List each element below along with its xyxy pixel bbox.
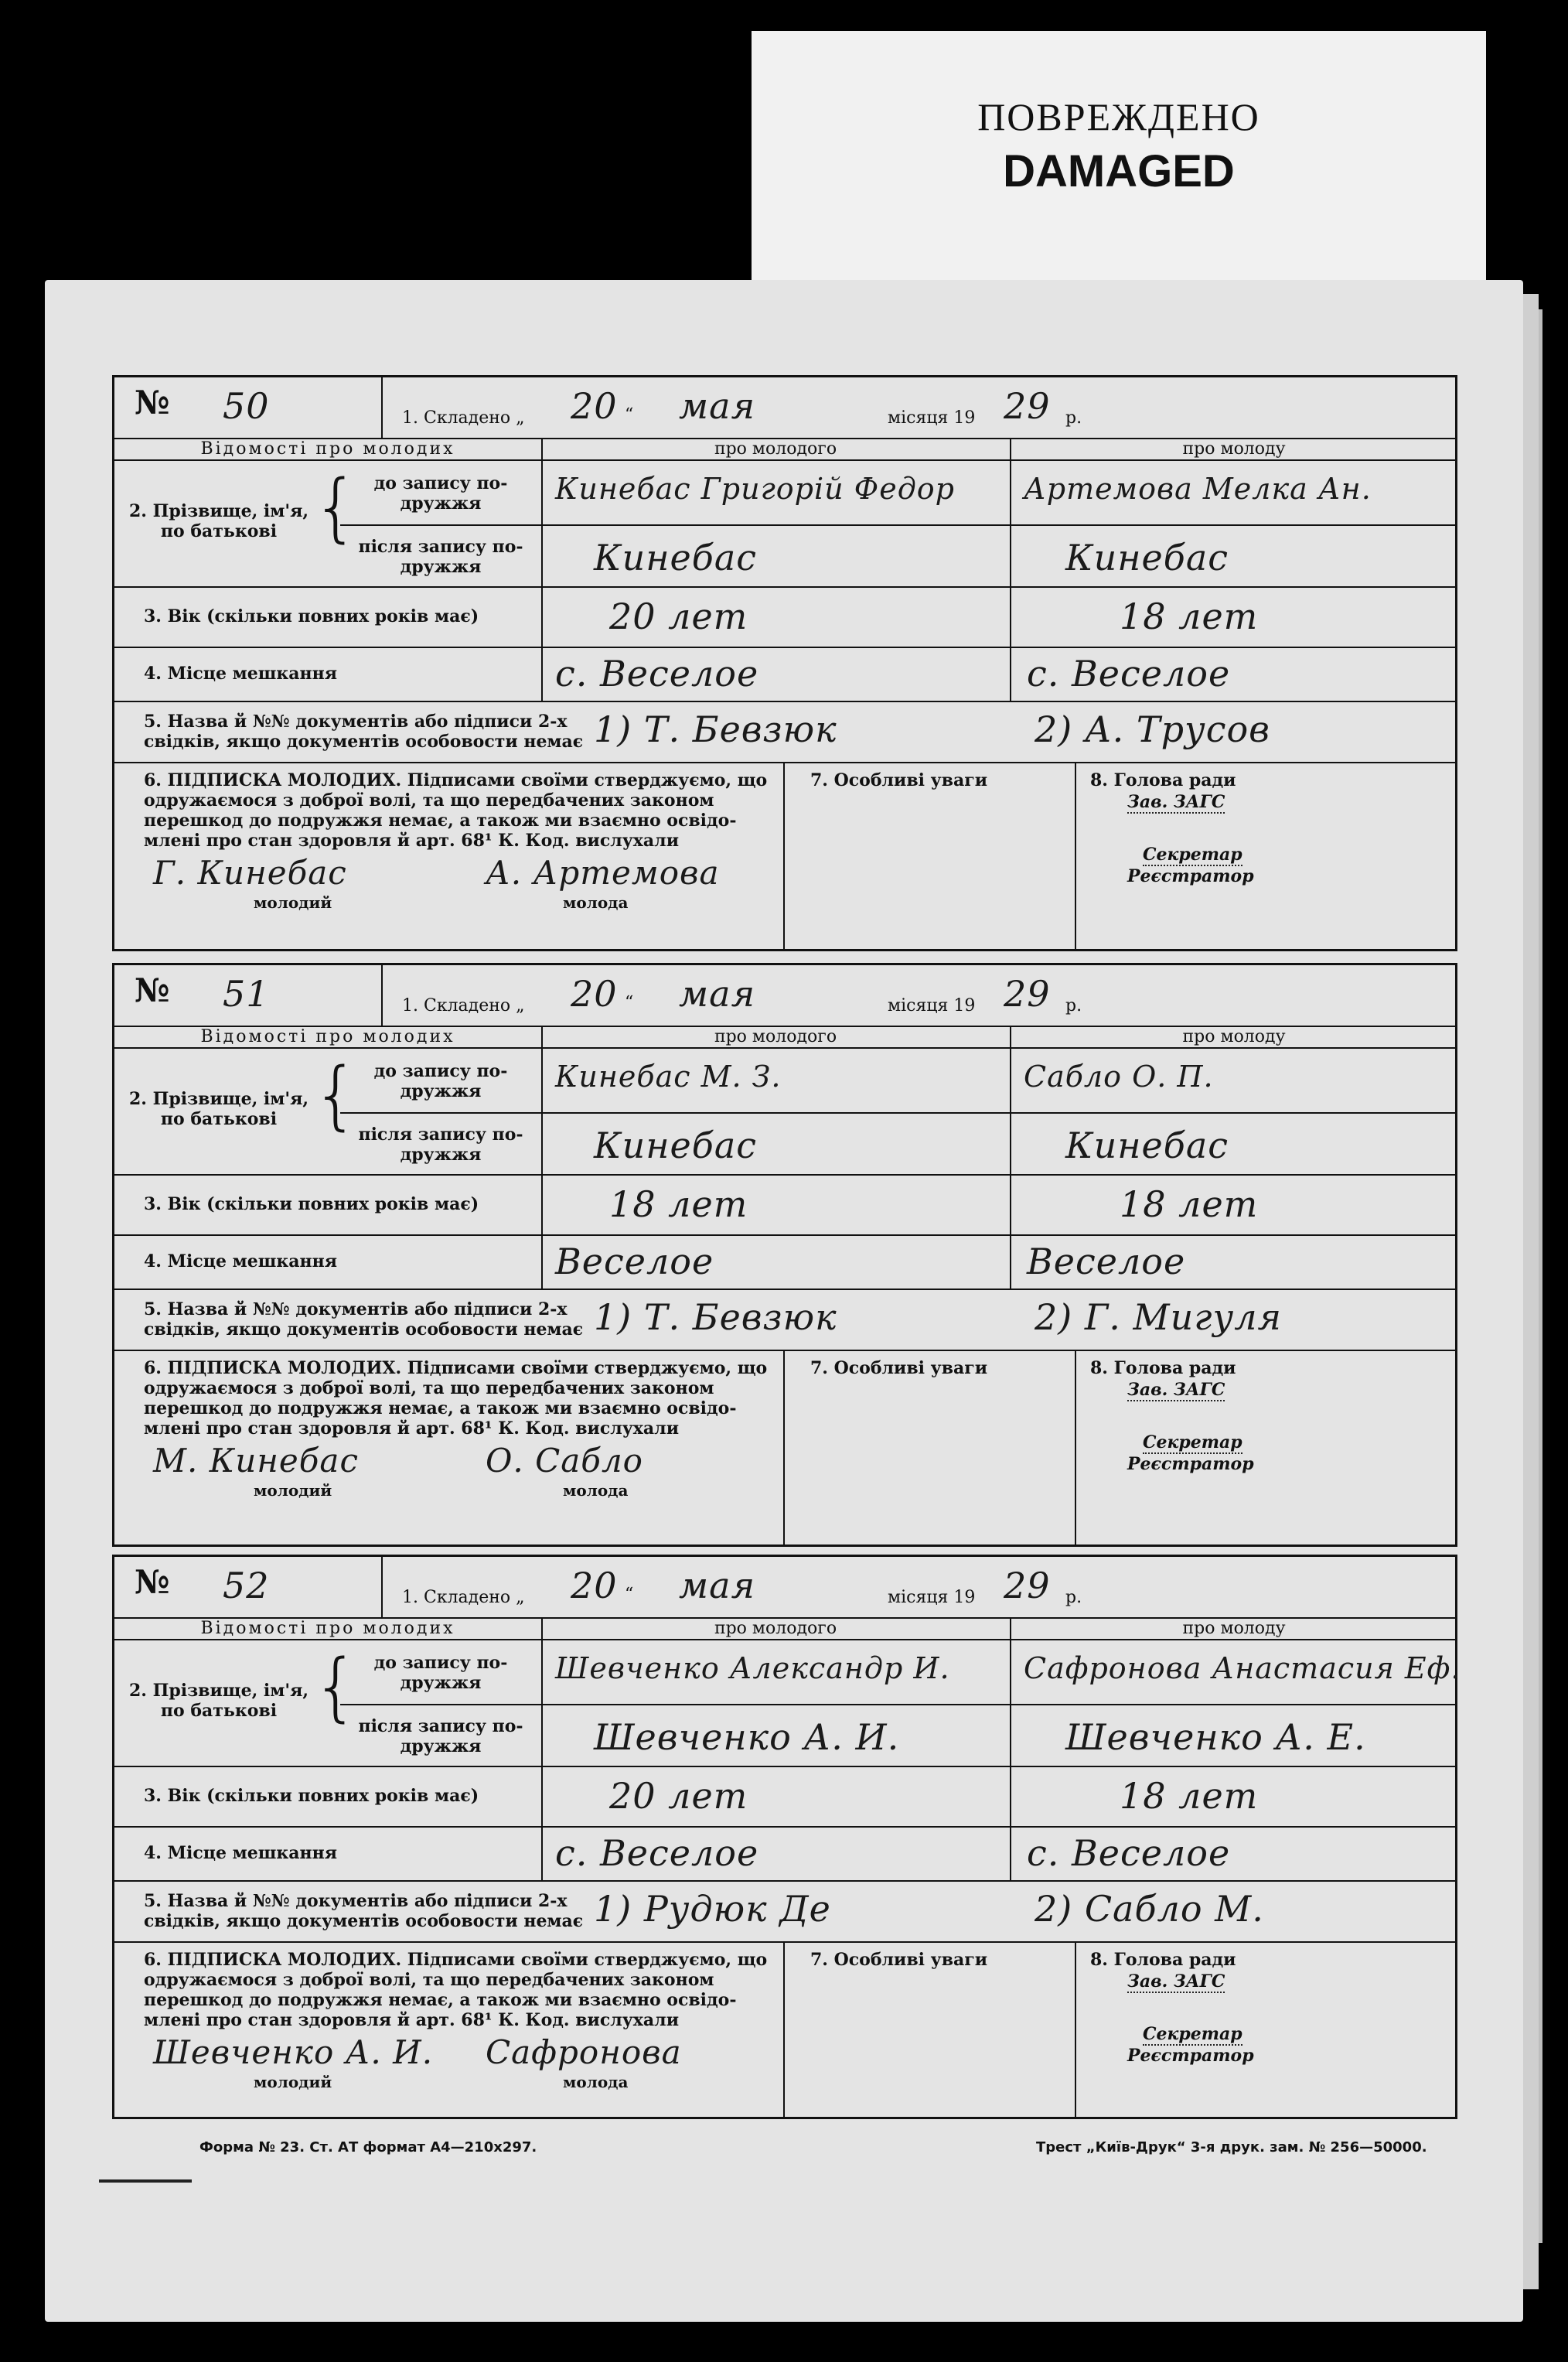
groom-heading: про молодого (714, 439, 837, 459)
month-label: місяця 19 (888, 1588, 976, 1607)
bride-sig-caption: молода (563, 893, 629, 912)
after-label: після запису по- (358, 537, 523, 557)
age-label: 3. Вік (скільки повних років має) (144, 606, 479, 626)
bride-age: 18 лет (1120, 596, 1259, 637)
signature-clause-1: 6. ПІДПИСКА МОЛОДИХ. Підписами своїми стверджуємо, що (144, 1950, 768, 1970)
damaged-tag (752, 31, 1486, 286)
after-label: після запису по- (358, 1125, 523, 1145)
before-label-2: дружжя (400, 493, 482, 514)
groom-name-after: Кинебас (594, 1125, 758, 1166)
age-label: 3. Вік (скільки повних років має) (144, 1786, 479, 1806)
bride-sig-caption: молода (563, 1481, 629, 1500)
info-heading: Відомості про молодих (200, 1619, 455, 1638)
signature-clause-4: млені про стан здоровля й арт. 68¹ К. Код. вислухали (144, 831, 680, 851)
name-label: 2. Прізвище, ім'я, (128, 1681, 309, 1701)
form-footer-right: Трест „Київ-Друк“ 3-я друк. зам. № 256—50000. (1036, 2139, 1427, 2155)
year-suffix: р. (1065, 996, 1082, 1015)
margin-mark (99, 2179, 192, 2183)
name-label: 2. Прізвище, ім'я, (128, 1089, 309, 1109)
zags-label: Зав. ЗАГС (1127, 1380, 1225, 1400)
quote: “ (625, 1585, 634, 1604)
record-day: 20 (571, 1565, 618, 1606)
residence-label: 4. Місце мешкання (144, 1843, 337, 1863)
signature-clause-2: одружаємося з доброї волі, та що передбачених законом (144, 1970, 714, 1990)
info-heading: Відомості про молодих (200, 1027, 455, 1046)
record-number: 51 (223, 973, 270, 1015)
signature-clause-2: одружаємося з доброї волі, та що передбачених законом (144, 790, 714, 811)
registrar-label: Реєстратор (1127, 2046, 1254, 2066)
after-label: після запису по- (358, 1716, 523, 1736)
before-label: до запису по- (373, 1061, 508, 1081)
bride-sig-caption: молода (563, 2073, 629, 2091)
form-footer-left: Форма № 23. Ст. АТ формат А4—210x297. (199, 2139, 537, 2155)
record-number-label: № (135, 384, 170, 422)
signature-clause-3: перешкод до подружжя немає, а також ми взаємно освідо- (144, 1990, 737, 2010)
witness-1: 1) Т. Бевзюк (594, 708, 837, 750)
bride-name-after: Кинебас (1065, 1125, 1229, 1166)
bride-name-after: Кинебас (1065, 537, 1229, 579)
record-month: мая (679, 385, 756, 427)
witness-2: 2) Сабло М. (1035, 1888, 1264, 1930)
groom-heading: про молодого (714, 1619, 837, 1638)
name-label: 2. Прізвище, ім'я, (128, 501, 309, 521)
groom-age: 20 лет (609, 1775, 748, 1817)
groom-sig-caption: молодий (254, 2073, 332, 2091)
bride-name-after: Шевченко А. Е. (1065, 1716, 1366, 1758)
bride-heading: про молоду (1182, 439, 1286, 459)
before-label: до запису по- (373, 473, 508, 493)
witness-2: 2) Г. Мигуля (1035, 1296, 1282, 1338)
name-label-2: по батькові (160, 1701, 278, 1721)
after-label-2: дружжя (400, 1145, 482, 1165)
after-label-2: дружжя (400, 1736, 482, 1756)
groom-signature: Шевченко А. И. (153, 2033, 434, 2071)
composed-label: 1. Складено (402, 1588, 511, 1607)
after-label-2: дружжя (400, 557, 482, 577)
signature-clause-1: 6. ПІДПИСКА МОЛОДИХ. Підписами своїми стверджуємо, що (144, 770, 768, 790)
docs-label-2: свідків, якщо документів особовости немає (144, 732, 584, 752)
secretary-label: Секретар (1143, 1432, 1242, 1452)
age-label: 3. Вік (скільки повних років має) (144, 1194, 479, 1214)
docs-label-2: свідків, якщо документів особовости немає (144, 1319, 584, 1340)
record-number-label: № (135, 1563, 170, 1601)
brace: { (312, 464, 360, 551)
record-month: мая (679, 973, 756, 1015)
docs-label: 5. Назва й №№ документів або підписи 2-х (144, 1299, 568, 1319)
name-label-2: по батькові (160, 521, 278, 541)
before-label-2: дружжя (400, 1081, 482, 1101)
quote: “ (625, 405, 634, 425)
groom-sig-caption: молодий (254, 893, 332, 912)
record-year: 29 (1004, 385, 1051, 427)
bride-residence: с. Веселое (1027, 1832, 1231, 1874)
damaged-ru: ПОВРЕЖДЕНО (977, 95, 1260, 138)
witness-1: 1) Т. Бевзюк (594, 1296, 837, 1338)
witness-1: 1) Рудюк Де (594, 1888, 831, 1930)
month-label: місяця 19 (888, 996, 976, 1015)
groom-signature: М. Кинебас (153, 1442, 359, 1480)
bride-heading: про молоду (1182, 1619, 1286, 1638)
marriage-record (112, 1555, 1461, 2119)
docs-label: 5. Назва й №№ документів або підписи 2-х (144, 712, 568, 732)
damaged-en: DAMAGED (1003, 146, 1235, 196)
bride-age: 18 лет (1120, 1775, 1259, 1817)
quote: „ (516, 1588, 525, 1607)
bride-signature: Сафронова (486, 2033, 682, 2071)
zags-label: Зав. ЗАГС (1127, 1971, 1225, 1992)
record-number: 50 (223, 385, 270, 427)
groom-age: 20 лет (609, 596, 748, 637)
groom-sig-caption: молодий (254, 1481, 332, 1500)
residence-label: 4. Місце мешкання (144, 664, 337, 684)
docs-label-2: свідків, якщо документів особовости немає (144, 1911, 584, 1931)
registrar-label: Реєстратор (1127, 1454, 1254, 1474)
groom-signature: Г. Кинебас (153, 854, 347, 892)
signature-clause-3: перешкод до подружжя немає, а також ми взаємно освідо- (144, 1398, 737, 1418)
signature-clause-3: перешкод до подружжя немає, а також ми взаємно освідо- (144, 811, 737, 831)
groom-age: 18 лет (609, 1183, 748, 1225)
record-year: 29 (1004, 1565, 1051, 1606)
notes-label: 7. Особливі уваги (810, 1358, 988, 1378)
groom-name-before: Шевченко Александр И. (555, 1651, 950, 1685)
signature-clause-1: 6. ПІДПИСКА МОЛОДИХ. Підписами своїми стверджуємо, що (144, 1358, 768, 1378)
year-suffix: р. (1065, 408, 1082, 428)
groom-residence: Веселое (555, 1241, 714, 1282)
record-year: 29 (1004, 973, 1051, 1015)
head-label: 8. Голова ради (1090, 1950, 1236, 1970)
residence-label: 4. Місце мешкання (144, 1251, 337, 1271)
composed-label: 1. Складено (402, 408, 511, 428)
record-month: мая (679, 1565, 756, 1606)
quote: „ (516, 408, 525, 428)
bride-heading: про молоду (1182, 1027, 1286, 1046)
bride-signature: А. Артемова (486, 854, 720, 892)
bride-residence: Веселое (1027, 1241, 1186, 1282)
record-day: 20 (571, 973, 618, 1015)
groom-name-after: Кинебас (594, 537, 758, 579)
quote: „ (516, 996, 525, 1015)
record-day: 20 (571, 385, 618, 427)
groom-residence: с. Веселое (555, 1832, 759, 1874)
bride-name-before: Сабло О. П. (1024, 1060, 1214, 1094)
registrar-label: Реєстратор (1127, 866, 1254, 886)
before-label-2: дружжя (400, 1673, 482, 1693)
record-number: 52 (223, 1565, 270, 1606)
notes-label: 7. Особливі уваги (810, 770, 988, 790)
signature-clause-2: одружаємося з доброї волі, та що передбачених законом (144, 1378, 714, 1398)
brace: { (312, 1644, 360, 1730)
notes-label: 7. Особливі уваги (810, 1950, 988, 1970)
quote: “ (625, 993, 634, 1012)
secretary-label: Секретар (1143, 845, 1242, 865)
marriage-record (112, 963, 1457, 1547)
month-label: місяця 19 (888, 408, 976, 428)
signature-clause-4: млені про стан здоровля й арт. 68¹ К. Код. вислухали (144, 2010, 680, 2030)
bride-name-before: Сафронова Анастасия Еф. (1024, 1651, 1461, 1685)
bride-age: 18 лет (1120, 1183, 1259, 1225)
groom-name-before: Кинебас Григорій Федор (555, 472, 956, 506)
head-label: 8. Голова ради (1090, 770, 1236, 790)
witness-2: 2) А. Трусов (1035, 708, 1270, 750)
before-label: до запису по- (373, 1653, 508, 1673)
bride-signature: О. Сабло (486, 1442, 643, 1480)
composed-label: 1. Складено (402, 996, 511, 1015)
groom-name-before: Кинебас М. З. (555, 1060, 782, 1094)
bride-name-before: Артемова Мелка Ан. (1024, 472, 1372, 506)
signature-clause-4: млені про стан здоровля й арт. 68¹ К. Код. вислухали (144, 1418, 680, 1439)
name-label-2: по батькові (160, 1109, 278, 1129)
zags-label: Зав. ЗАГС (1127, 792, 1225, 812)
brace: { (312, 1052, 360, 1138)
secretary-label: Секретар (1143, 2024, 1242, 2044)
groom-name-after: Шевченко А. И. (594, 1716, 900, 1758)
record-number-label: № (135, 971, 170, 1009)
year-suffix: р. (1065, 1588, 1082, 1607)
info-heading: Відомості про молодих (200, 439, 455, 459)
bride-residence: с. Веселое (1027, 653, 1231, 695)
groom-heading: про молодого (714, 1027, 837, 1046)
docs-label: 5. Назва й №№ документів або підписи 2-х (144, 1891, 568, 1911)
head-label: 8. Голова ради (1090, 1358, 1236, 1378)
groom-residence: с. Веселое (555, 653, 759, 695)
marriage-record (112, 375, 1457, 951)
